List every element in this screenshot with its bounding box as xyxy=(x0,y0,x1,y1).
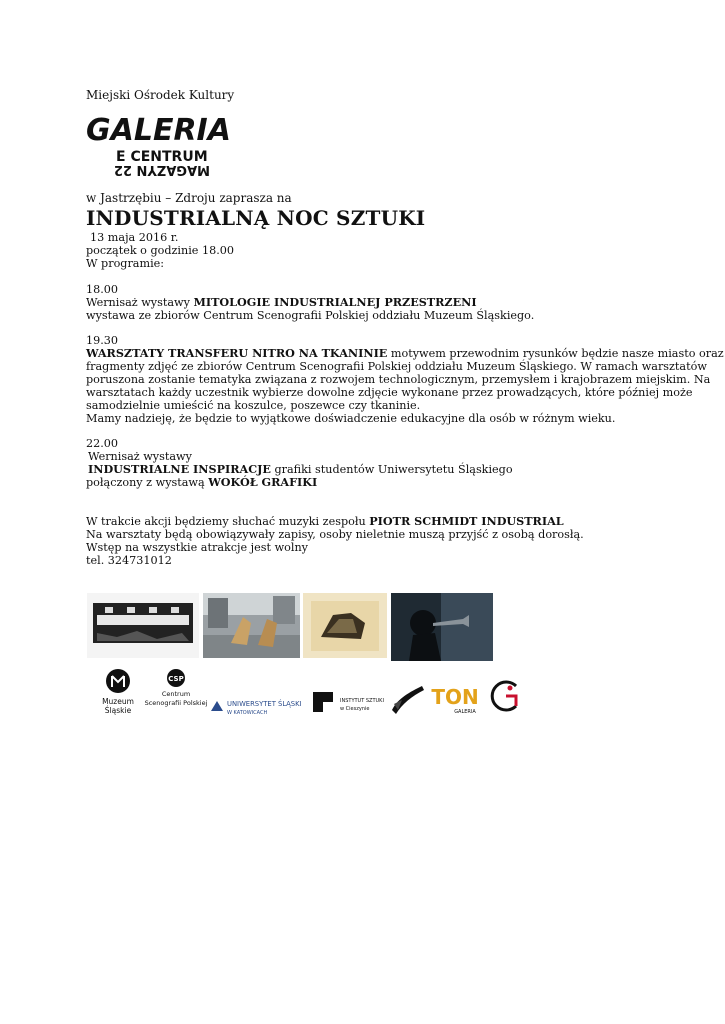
logo-text-centrum: E CENTRUM xyxy=(116,149,208,165)
program-item-2-line-4: warsztatach każdy uczestnik wybierze dowolne zdjęcie wykonane przez prowadzących, które później może xyxy=(86,386,693,399)
program-item-2-line-2: fragmenty zdjęć ze zbiorów Centrum Scenografii Polskiej oddziału Muzeum Śląskiego. W ramach warsztatów xyxy=(86,360,707,373)
program-item-2-line-1: WARSZTATY TRANSFERU NITRO NA TKANINIE motywem przewodnim rysunków będzie nasze miasto oraz xyxy=(86,346,724,360)
free-entry-info: Wstęp na wszystkie atrakcje jest wolny xyxy=(86,541,308,554)
galeria-magazyn-logo xyxy=(86,114,241,180)
svg-text:CSP: CSP xyxy=(168,675,184,683)
music-info: W trakcie akcji będziemy słuchać muzyki zespołu PIOTR SCHMIDT INDUSTRIAL xyxy=(86,514,564,528)
svg-text:Muzeum: Muzeum xyxy=(102,697,134,706)
photo-trumpet-player xyxy=(391,593,493,661)
galeria-ton-logo xyxy=(431,682,479,716)
invite-text: w Jastrzębiu – Zdroju zaprasza na xyxy=(86,191,292,205)
logo-text-magazyn: MAGAZYN 22 xyxy=(113,162,210,177)
brush-stroke-logo xyxy=(388,680,426,718)
svg-text:Centrum: Centrum xyxy=(161,690,191,698)
svg-text:GALERIA: GALERIA xyxy=(454,709,476,715)
muzeum-slaskie-logo xyxy=(97,668,139,716)
program-item-3-line-3: połączony z wystawą WOKÓŁ GRAFIKI xyxy=(86,475,318,489)
logo-text-galeria: GALERIA xyxy=(86,113,231,148)
program-item-1-line-2: wystawa ze zbiorów Centrum Scenografii Polskiej oddziału Muzeum Śląskiego. xyxy=(86,309,535,322)
event-title: INDUSTRIALNĄ NOC SZTUKI xyxy=(86,206,426,230)
program-item-3-line-1: Wernisaż wystawy xyxy=(88,450,192,463)
svg-text:TON: TON xyxy=(431,685,479,709)
program-item-1-line-1: Wernisaż wystawy MITOLOGIE INDUSTRIALNEJ PRZESTRZENI xyxy=(86,295,477,309)
phone-number: tel. 324731012 xyxy=(86,554,172,567)
photo-street-sculpture xyxy=(203,593,300,658)
centrum-scenografii-logo xyxy=(145,668,207,708)
program-item-2-line-6: Mamy nadzieję, że będzie to wyjątkowe doświadczenie edukacyjne dla osób w różnym wieku. xyxy=(86,412,616,425)
program-time-1: 18.00 xyxy=(86,283,119,296)
svg-text:W KATOWICACH: W KATOWICACH xyxy=(227,710,268,716)
program-item-3-line-2: INDUSTRIALNE INSPIRACJE grafiki studentów Uniwersytetu Śląskiego xyxy=(88,462,513,476)
svg-text:UNIWERSYTET ŚLĄSKI: UNIWERSYTET ŚLĄSKI xyxy=(227,700,302,708)
svg-text:INSTYTUT SZTUKI: INSTYTUT SZTUKI xyxy=(340,698,384,704)
svg-text:Scenografii Polskiej: Scenografii Polskiej xyxy=(144,699,208,707)
svg-text:w Cieszynie: w Cieszynie xyxy=(340,706,370,712)
program-label: W programie: xyxy=(86,257,165,270)
uniwersytet-slaski-logo xyxy=(209,697,309,717)
photo-graphic-artwork xyxy=(303,593,387,658)
program-time-3: 22.00 xyxy=(86,437,119,450)
program-item-2-line-3: poruszona zostanie tematyka związana z rozwojem technologicznym, przemysłem i krajobrazem miejskim. Na xyxy=(86,373,711,386)
program-time-2: 19.30 xyxy=(86,334,119,347)
program-item-2-line-5: samodzielnie umieścić na koszulce, poszewce czy tkaninie. xyxy=(86,399,421,412)
svg-text:Śląskie: Śląskie xyxy=(104,706,132,715)
photo-razor-blade-print xyxy=(87,593,199,658)
instytut-sztuki-logo xyxy=(313,692,383,716)
event-date: 13 maja 2016 r. xyxy=(90,231,179,244)
organizer-name: Miejski Ośrodek Kultury xyxy=(86,88,235,102)
event-start: początek o godzinie 18.00 xyxy=(86,244,234,257)
g-circle-logo xyxy=(486,676,526,718)
signup-info: Na warsztaty będą obowiązywały zapisy, osoby nieletnie muszą przyjść z osobą dorosłą. xyxy=(86,528,584,541)
